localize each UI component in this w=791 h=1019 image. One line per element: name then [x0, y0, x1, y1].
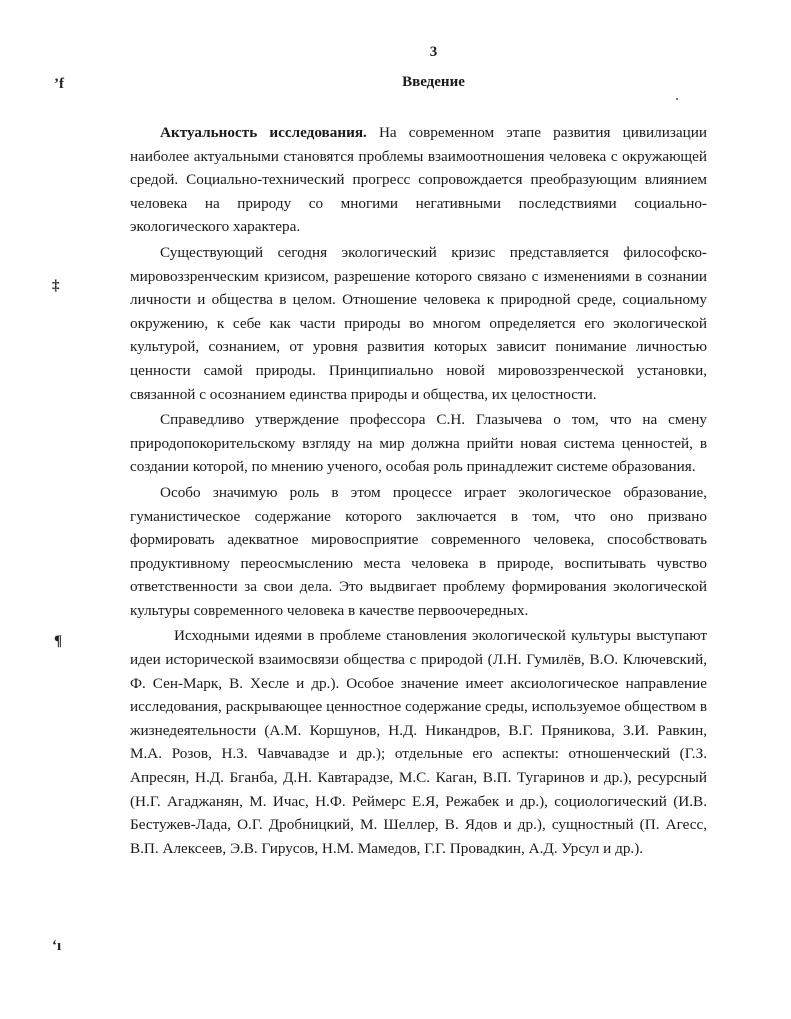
paragraph-text: Существующий сегодня экологический кризис представляется философско-мировоззренческим кризисом, разрешение которого связано с изменениями в сознании личности и общества в целом. Отношение человека к природной среде, социальному окружению, к себе как части природы во многом определяется его экологической культурой, сознанием, от уровня развития которых зависит понимание личностью ценности самой природы. Принципиально новой мировоззренческой установки, связанной с осознанием единства природы и общества, их целостности.	[130, 243, 707, 403]
paragraph	[130, 624, 707, 860]
page-number: 3	[429, 44, 438, 60]
margin-mark: ‡	[52, 278, 60, 294]
section-heading: Введение	[402, 74, 465, 90]
paragraph-text: Справедливо утверждение профессора С.Н. Глазычева о том, что на смену природопокорительскому взгляду на мир должна прийти новая система ценностей, в создании которой, по мнению ученого, особая роль принадлежит системе образования.	[130, 411, 707, 476]
margin-mark: ’f	[54, 76, 64, 92]
scan-speck	[676, 98, 678, 100]
paragraph	[130, 481, 707, 623]
margin-mark: ‘ı	[52, 938, 62, 954]
paragraph-text: На современном этапе развития цивилизации наиболее актуальными становятся проблемы взаимоотношения человека с окружающей средой. Социально-технический прогресс сопровождается преобразующим влиянием человека на природу со многими негативными последствиями социально-экологического характера.	[130, 124, 707, 236]
paragraph	[130, 241, 707, 406]
paragraph	[130, 121, 707, 239]
body-text	[130, 121, 707, 862]
paragraph-text: Особо значимую роль в этом процессе играет экологическое образование, гуманистическое содержание которого заключается в том, что оно призвано формировать адекватное мировосприятие современного человека, способствовать продуктивному переосмыслению места человека в природе, воспитывать чувство ответственности за свои дела. Это выдвигает проблему формирования экологической культуры современного человека в качестве первоочередных.	[130, 483, 707, 619]
paragraph-text: Исходными идеями в проблеме становления экологической культуры выступают идеи исторической взаимосвязи общества с природой (Л.Н. Гумилёв, В.О. Ключевский, Ф. Сен-Марк, В. Хесле и др.). Особое значение имеет аксиологическое направление исследования, раскрывающее ценностное содержание среды, используемое обществом в жизнедеятельности (А.М. Коршунов, Н.Д. Никандров, В.Г. Пряникова, З.И. Равкин, М.А. Розов, Н.З. Чавчавадзе и др.); отдельные его аспекты: отношенческий (Г.З. Апресян, Н.Д. Бганба, Д.Н. Кавтарадзе, М.С. Каган, В.П. Тугаринов и др.), ресурсный (Н.Г. Агаджанян, М. Ичас, Н.Ф. Реймерс Е.Я, Режабек и др.), социологический (И.В. Бестужев-Лада, О.Г. Дробницкий, М. Шеллер, В. Ядов и др.), сущностный (П. Агесс, В.П. Алексеев, Э.В. Гирусов, Н.М. Мамедов, Г.Г. Провадкин, А.Д. Урсул и др.).	[130, 627, 707, 857]
margin-mark: ¶	[54, 633, 63, 649]
paragraph	[130, 408, 707, 479]
paragraph-lead: Актуальность исследования.	[160, 124, 367, 141]
